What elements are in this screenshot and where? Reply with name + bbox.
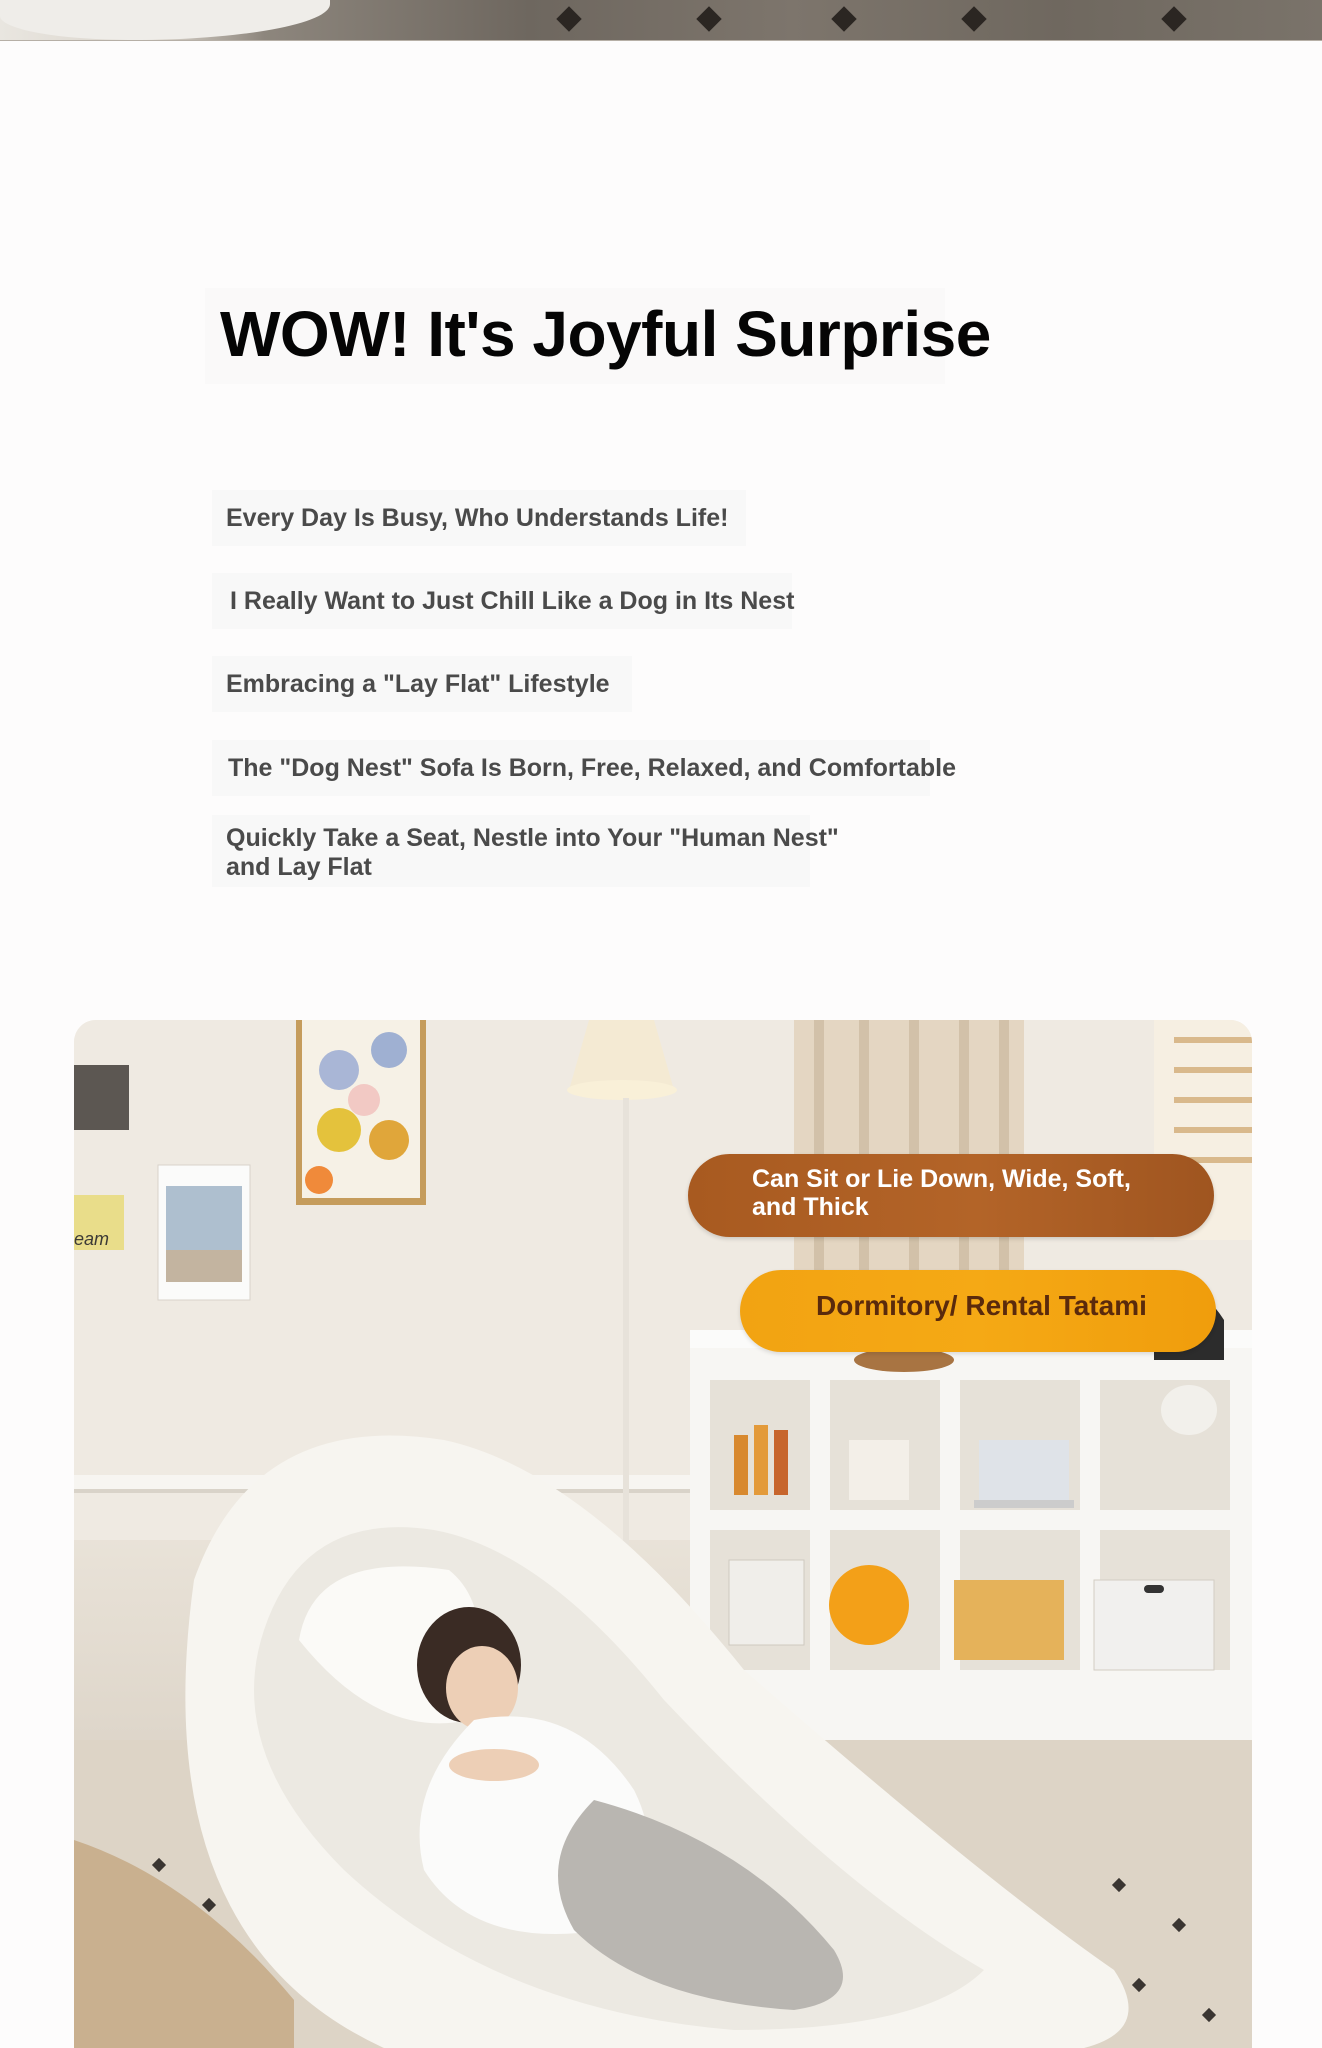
previous-product-photo xyxy=(0,0,1322,41)
page-title: WOW! It's Joyful Surprise xyxy=(220,298,991,370)
tagline-4: The "Dog Nest" Sofa Is Born, Free, Relaxed, and Comfortable xyxy=(228,754,957,782)
tagline-1: Every Day Is Busy, Who Understands Life! xyxy=(226,504,729,532)
rug-pattern-dot xyxy=(961,6,986,31)
usage-label: Dormitory/ Rental Tatami xyxy=(816,1290,1147,1321)
feature-label: Can Sit or Lie Down, Wide, Soft, and Thick xyxy=(752,1165,1131,1221)
tagline-3: Embracing a "Lay Flat" Lifestyle xyxy=(226,670,610,698)
tagline-5: Quickly Take a Seat, Nestle into Your "Human Nest" and Lay Flat xyxy=(226,824,839,881)
rug-pattern-dot xyxy=(831,6,856,31)
sofa-edge xyxy=(0,0,330,40)
tagline-2: I Really Want to Just Chill Like a Dog in Its Nest xyxy=(230,587,795,615)
rug-pattern-dot xyxy=(696,6,721,31)
rug-pattern-dot xyxy=(1161,6,1186,31)
rug-pattern-dot xyxy=(556,6,581,31)
wall-sign-text: eam xyxy=(74,1229,110,1249)
